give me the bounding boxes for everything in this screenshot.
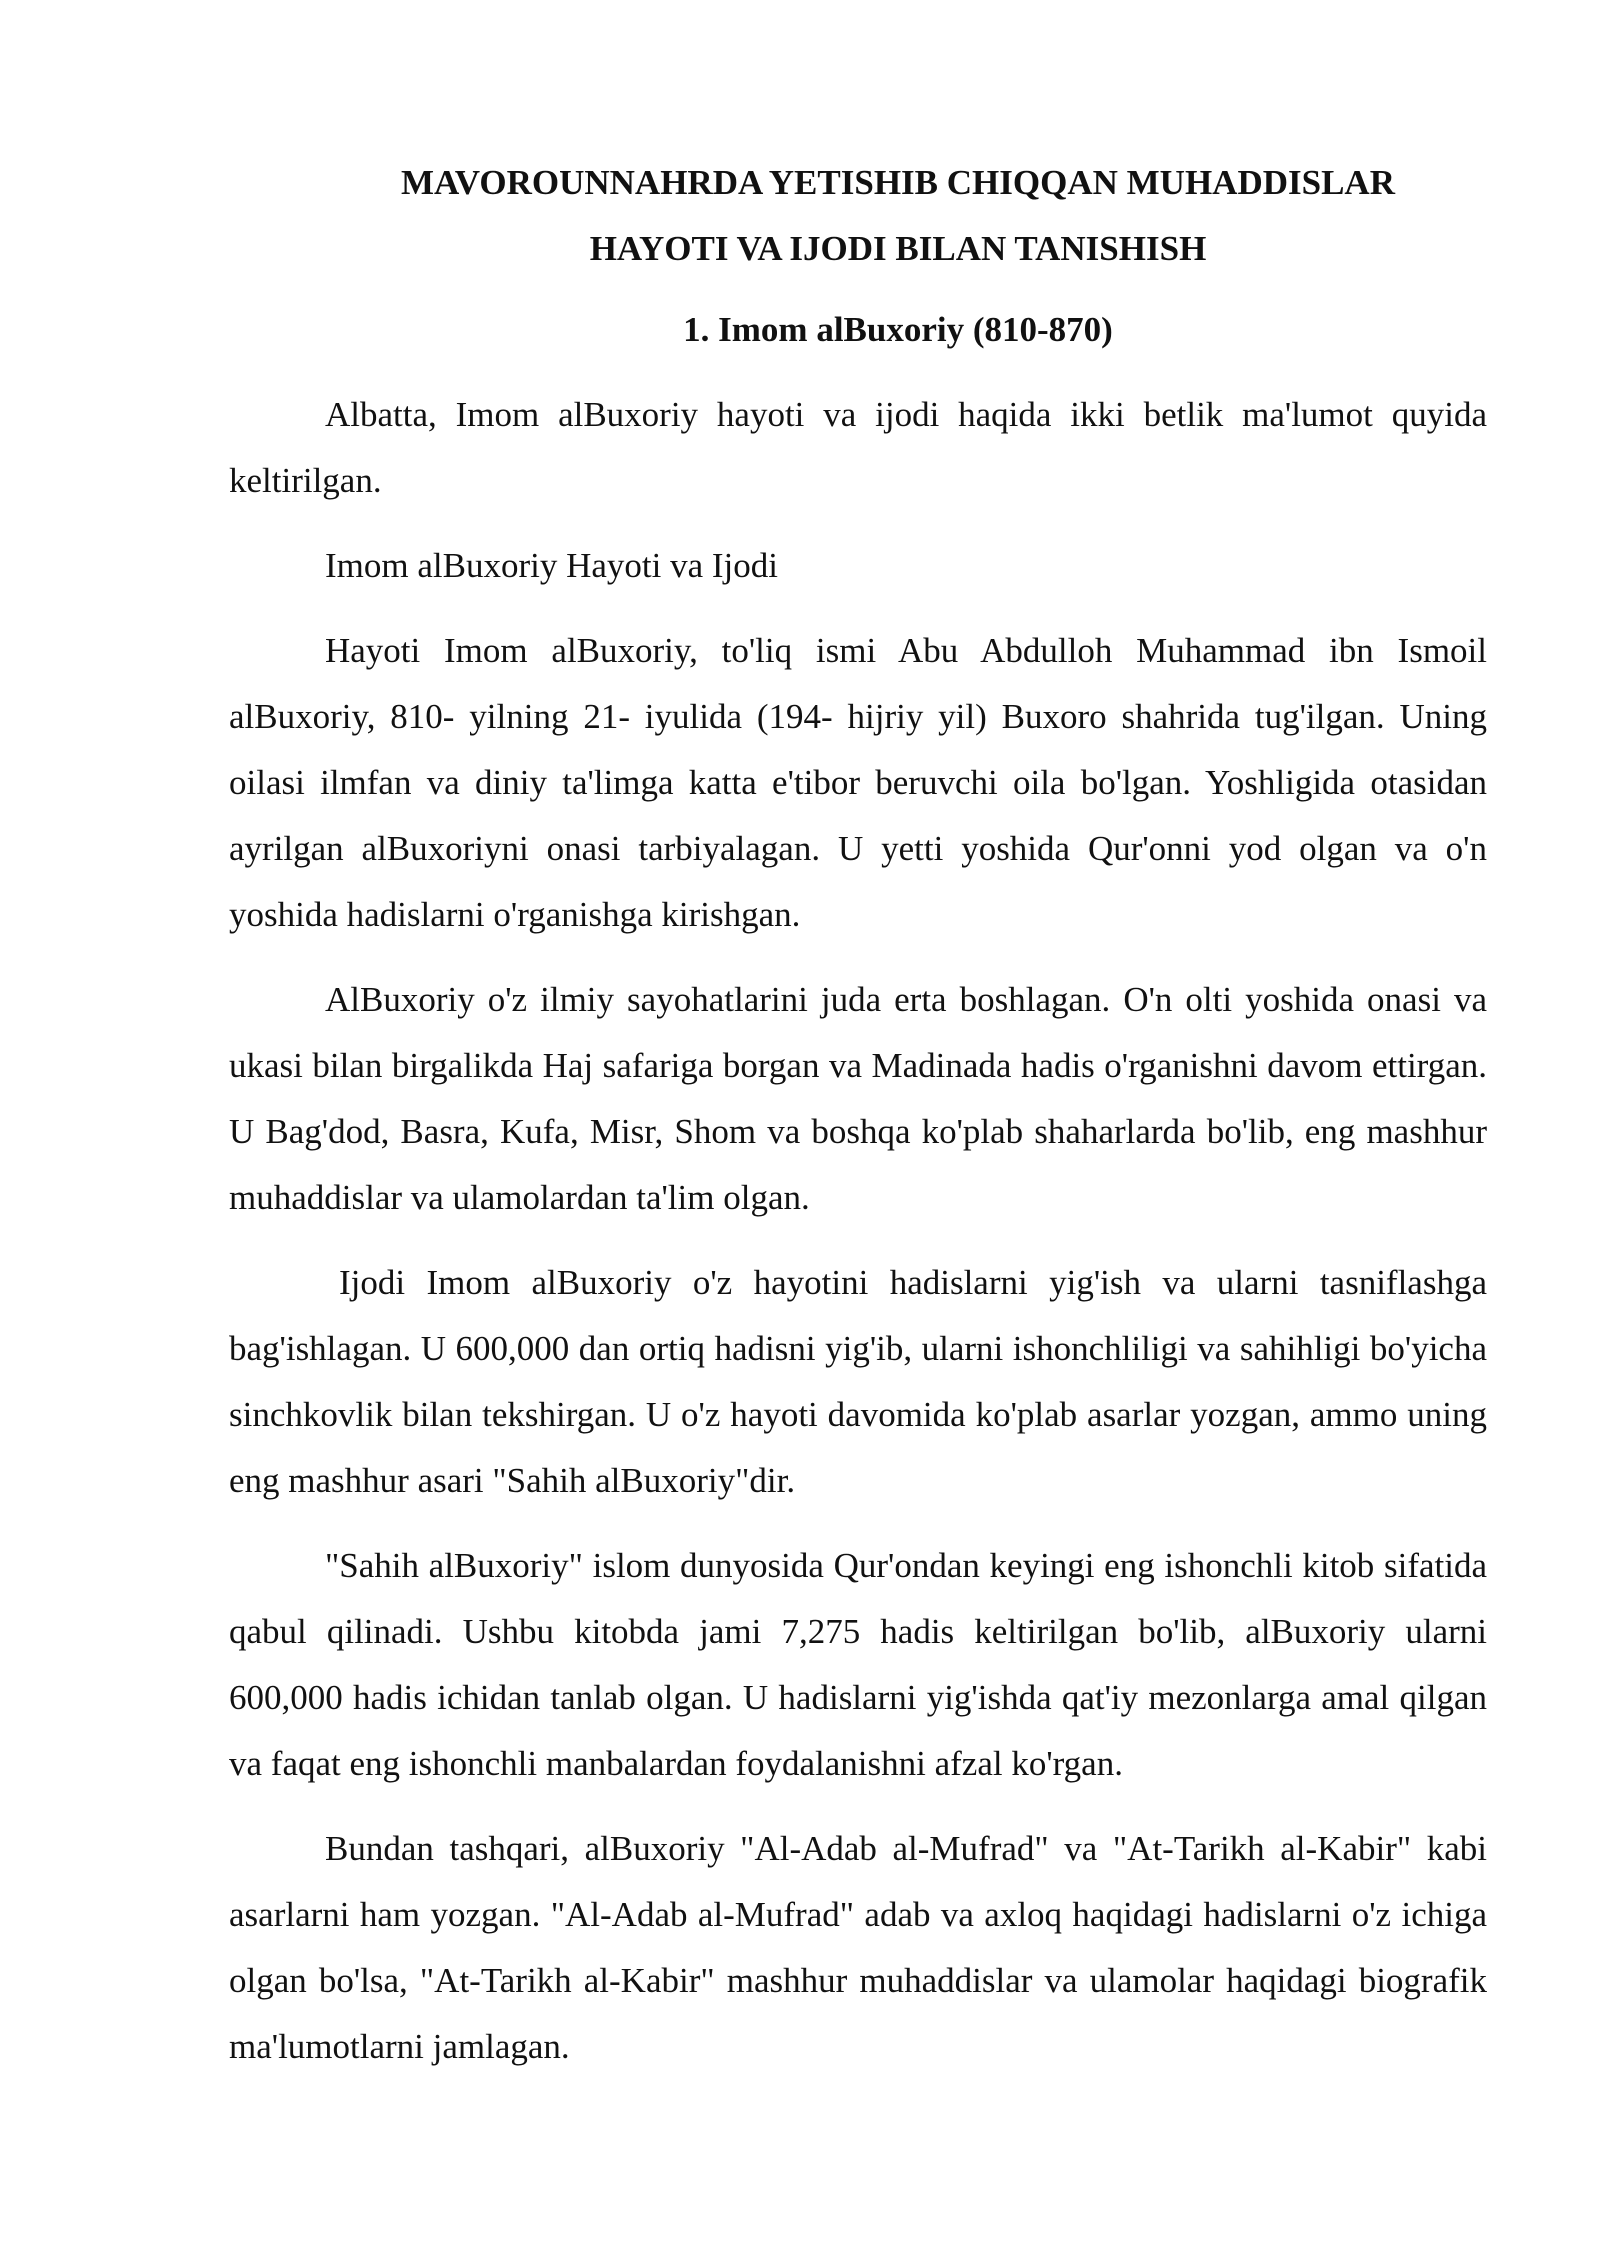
paragraph-subheading: Imom alBuxoriy Hayoti va Ijodi — [325, 546, 778, 585]
title-line-1: MAVOROUNNAHRDA YETISHIB CHIQQAN MUHADDISLAR — [401, 163, 1395, 202]
paragraph-other-works: Bundan tashqari, alBuxoriy "Al-Adab al-Mufrad" va "At-Tarikh al-Kabir" kabi asarlarni ham yozgan. "Al-Adab al-Mufrad" adab va axloq haqidagi hadislarni o'z ichiga olgan bo'lsa, "At-Tarikh al-Kabir" mashhur muhaddislar va ulamolar haqidagi biografik ma'lumotlarni jamlagan. — [229, 1829, 1487, 2066]
document-title — [229, 150, 1487, 282]
paragraph-life: Hayoti Imom alBuxoriy, to'liq ismi Abu Abdulloh Muhammad ibn Ismoil alBuxoriy, 810- yilning 21- iyulida (194- hijriy yil) Buxoro shahrida tug'ilgan. Uning oilasi ilmfan va diniy ta'limga katta e'tibor beruvchi oila bo'lgan. Yoshligida otasidan ayrilgan alBuxoriyni onasi tarbiyalagan. U yetti yoshida Qur'onni yod olgan va o'n yoshida hadislarni o'rganishga kirishgan. — [229, 631, 1487, 934]
paragraph-travels: AlBuxoriy o'z ilmiy sayohatlarini juda erta boshlagan. O'n olti yoshida onasi va ukasi bilan birgalikda Haj safariga borgan va Madinada hadis o'rganishni davom ettirgan. U Bag'dod, Basra, Kufa, Misr, Shom va boshqa ko'plab shaharlarda bo'lib, eng mashhur muhaddislar va ulamolardan ta'lim olgan. — [229, 980, 1487, 1217]
paragraph-works: Ijodi Imom alBuxoriy o'z hayotini hadislarni yig'ish va ularni tasniflashga bag'ishlagan. U 600,000 dan ortiq hadisni yig'ib, ularni ishonchliligi va sahihligi bo'yicha sinchkovlik bilan tekshirgan. U o'z hayoti davomida ko'plab asarlar yozgan, ammo uning eng mashhur asari "Sahih alBuxoriy"dir. — [229, 1263, 1487, 1500]
document-body — [229, 150, 1487, 2080]
paragraph-sahih: "Sahih alBuxoriy" islom dunyosida Qur'ondan keyingi eng ishonchli kitob sifatida qabul qilinadi. Ushbu kitobda jami 7,275 hadis keltirilgan bo'lib, alBuxoriy ularni 600,000 hadis ichidan tanlab olgan. U hadislarni yig'ishda qat'iy mezonlarga amal qilgan va faqat eng ishonchli manbalardan foydalanishni afzal ko'rgan. — [229, 1546, 1487, 1783]
paragraph-intro: Albatta, Imom alBuxoriy hayoti va ijodi haqida ikki betlik ma'lumot quyida keltirilgan. — [229, 395, 1487, 500]
title-line-2: HAYOTI VA IJODI BILAN TANISHISH — [589, 229, 1207, 268]
section-heading: 1. Imom alBuxoriy (810-870) — [683, 310, 1113, 349]
